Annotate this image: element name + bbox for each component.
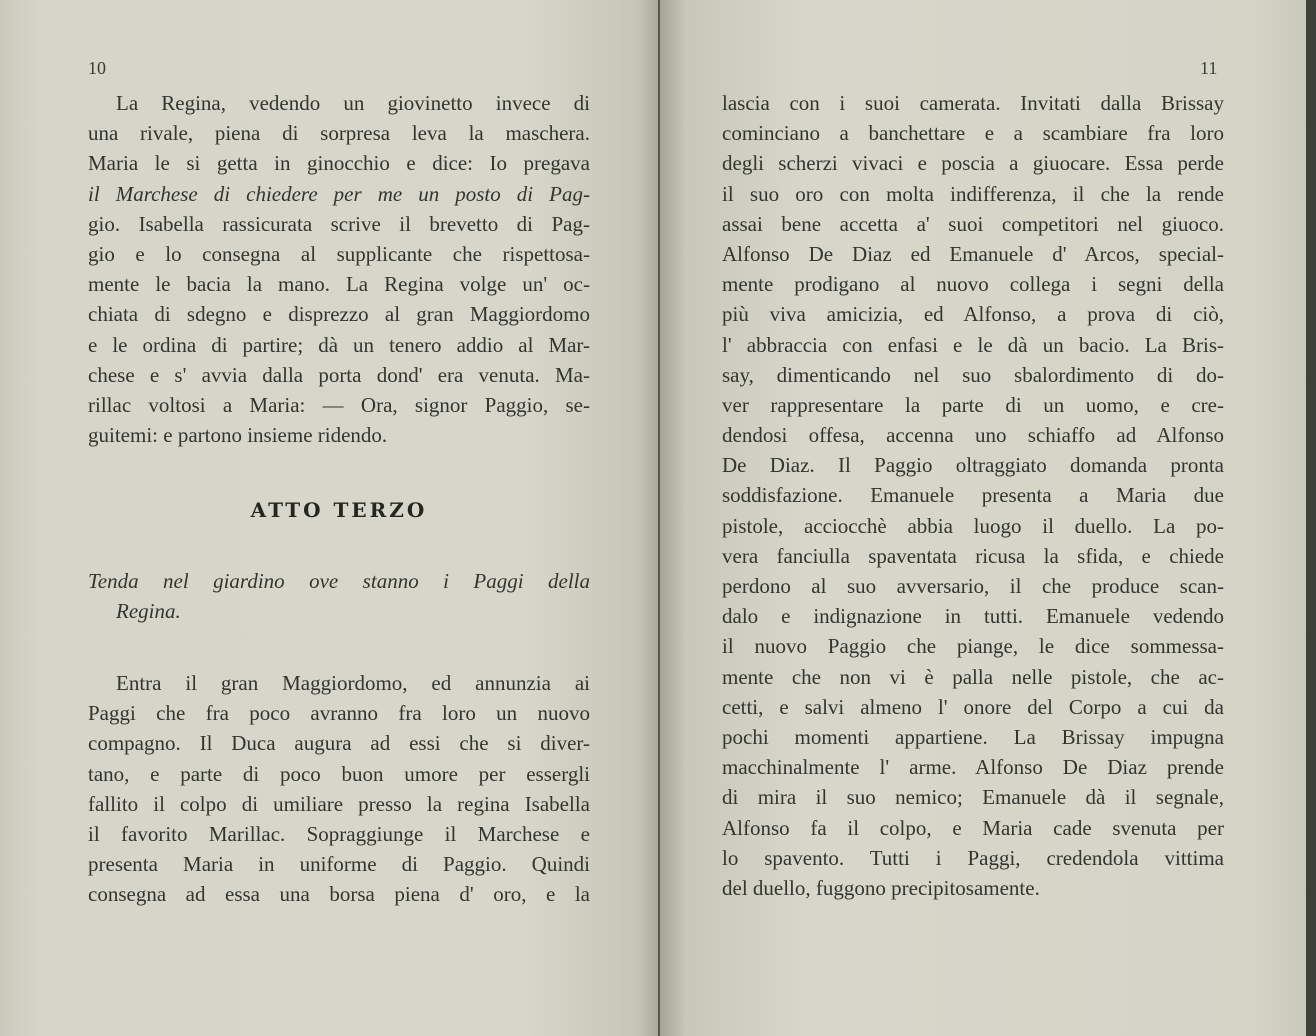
text-line: mente che non vi è palla nelle pistole, che ac-: [722, 664, 1224, 689]
text-line: presenta Maria in uniforme di Paggio. Quindi: [88, 852, 590, 877]
text-line: gio. Isabella rassicurata scrive il brevetto di Pag-: [88, 211, 590, 236]
scene-description: [88, 566, 590, 626]
text-line: cetti, e salvi almeno l' onore del Corpo a cui da: [722, 694, 1224, 719]
text-line: il nuovo Paggio che piange, le dice sommessa-: [722, 634, 1224, 659]
text-line: fallito il colpo di umiliare presso la regina Isabella: [88, 791, 590, 816]
text-line: di mira il suo nemico; Emanuele dà il segnale,: [722, 785, 1224, 810]
text-line: del duello, fuggono precipitosamente.: [722, 875, 1040, 900]
text-line: Regina.: [116, 599, 181, 623]
text-line: Maria le si getta in ginocchio e dice: Io pregava: [88, 151, 590, 176]
page-number-left: 10: [88, 58, 106, 78]
text-line: guitemi: e partono insieme ridendo.: [88, 423, 388, 448]
text-line: il suo oro con molta indifferenza, il che la rende: [722, 181, 1224, 206]
text-line: il favorito Marillac. Sopraggiunge il Marchese e: [88, 821, 590, 846]
text-line: gio e lo consegna al supplicante che rispettosa-: [88, 241, 590, 266]
text-line: vera fanciulla spaventata ricusa la sfida, e chiede: [722, 543, 1224, 568]
text-line: tano, e parte di poco buon umore per essergli: [88, 761, 590, 786]
text-line: e le ordina di partire; dà un tenero addio al Mar-: [88, 332, 590, 357]
text-line: mente le bacia la mano. La Regina volge un' oc-: [88, 272, 590, 297]
right-page: [660, 0, 1306, 1036]
text-line: più viva amicizia, ed Alfonso, a prova di ciò,: [722, 302, 1224, 327]
text-line: macchinalmente l' arme. Alfonso De Diaz prende: [722, 755, 1224, 780]
act-heading: ATTO TERZO: [250, 498, 428, 522]
text-line: Tenda nel giardino ove stanno i Paggi della: [88, 569, 590, 593]
text-line: chese e s' avvia dalla porta dond' era venuta. Ma-: [88, 362, 590, 387]
text-line: De Diaz. Il Paggio oltraggiato domanda pronta: [722, 453, 1224, 478]
text-line: lo spavento. Tutti i Paggi, credendola vittima: [722, 845, 1224, 870]
text-line: una rivale, piena di sorpresa leva la maschera.: [88, 121, 590, 146]
text-line: chiata di sdegno e disprezzo al gran Maggiordomo: [88, 302, 590, 327]
text-line: soddisfazione. Emanuele presenta a Maria due: [722, 483, 1224, 508]
text-line: Alfonso fa il colpo, e Maria cade svenuta per: [722, 815, 1224, 840]
text-line: cominciano a banchettare e a scambiare fra loro: [722, 121, 1224, 146]
text-line: consegna ad essa una borsa piena d' oro, e la: [88, 882, 590, 907]
text-line: pochi momenti appartiene. La Brissay impugna: [722, 724, 1224, 749]
text-line: rillac voltosi a Maria: — Ora, signor Paggio, se-: [88, 392, 590, 417]
text-line: perdono al suo avversario, il che produce scan-: [722, 574, 1224, 598]
text-line: lascia con i suoi camerata. Invitati dalla Brissay: [722, 91, 1224, 115]
text-line: La Regina, vedendo un giovinetto invece di: [116, 91, 590, 115]
text-line: Alfonso De Diaz ed Emanuele d' Arcos, special-: [722, 241, 1224, 266]
paragraph-act-two-ending: [88, 88, 590, 450]
text-line: ver rappresentare la parte di un uomo, e cre-: [722, 392, 1224, 417]
text-line: l' abbraccia con enfasi e le dà un bacio. La Bris-: [722, 332, 1224, 357]
text-line: degli scherzi vivaci e poscia a giuocare. Essa perde: [722, 151, 1224, 176]
paragraph-duel-scene: [722, 88, 1224, 903]
text-line: dendosi offesa, accenna uno schiaffo ad Alfonso: [722, 423, 1224, 448]
page-edge-shadow: [1306, 0, 1316, 1036]
text-line: il Marchese di chiedere per me un posto di Pag-: [88, 181, 590, 206]
text-line: Entra il gran Maggiordomo, ed annunzia ai: [116, 671, 590, 695]
text-line: assai bene accetta a' suoi competitori nel giuoco.: [722, 211, 1224, 236]
text-line: mente prodigano al nuovo collega i segni della: [722, 272, 1224, 297]
text-line: pistole, acciocchè abbia luogo il duello. La po-: [722, 513, 1224, 538]
text-line: Paggi che fra poco avranno fra loro un nuovo: [88, 701, 590, 726]
text-line: dalo e indignazione in tutti. Emanuele vedendo: [722, 604, 1224, 629]
page-number-right: 11: [1200, 58, 1218, 78]
text-line: compagno. Il Duca augura ad essi che si diver-: [88, 731, 590, 756]
text-line: say, dimenticando nel suo sbalordimento di do-: [722, 362, 1224, 387]
paragraph-act-three: [88, 668, 590, 910]
